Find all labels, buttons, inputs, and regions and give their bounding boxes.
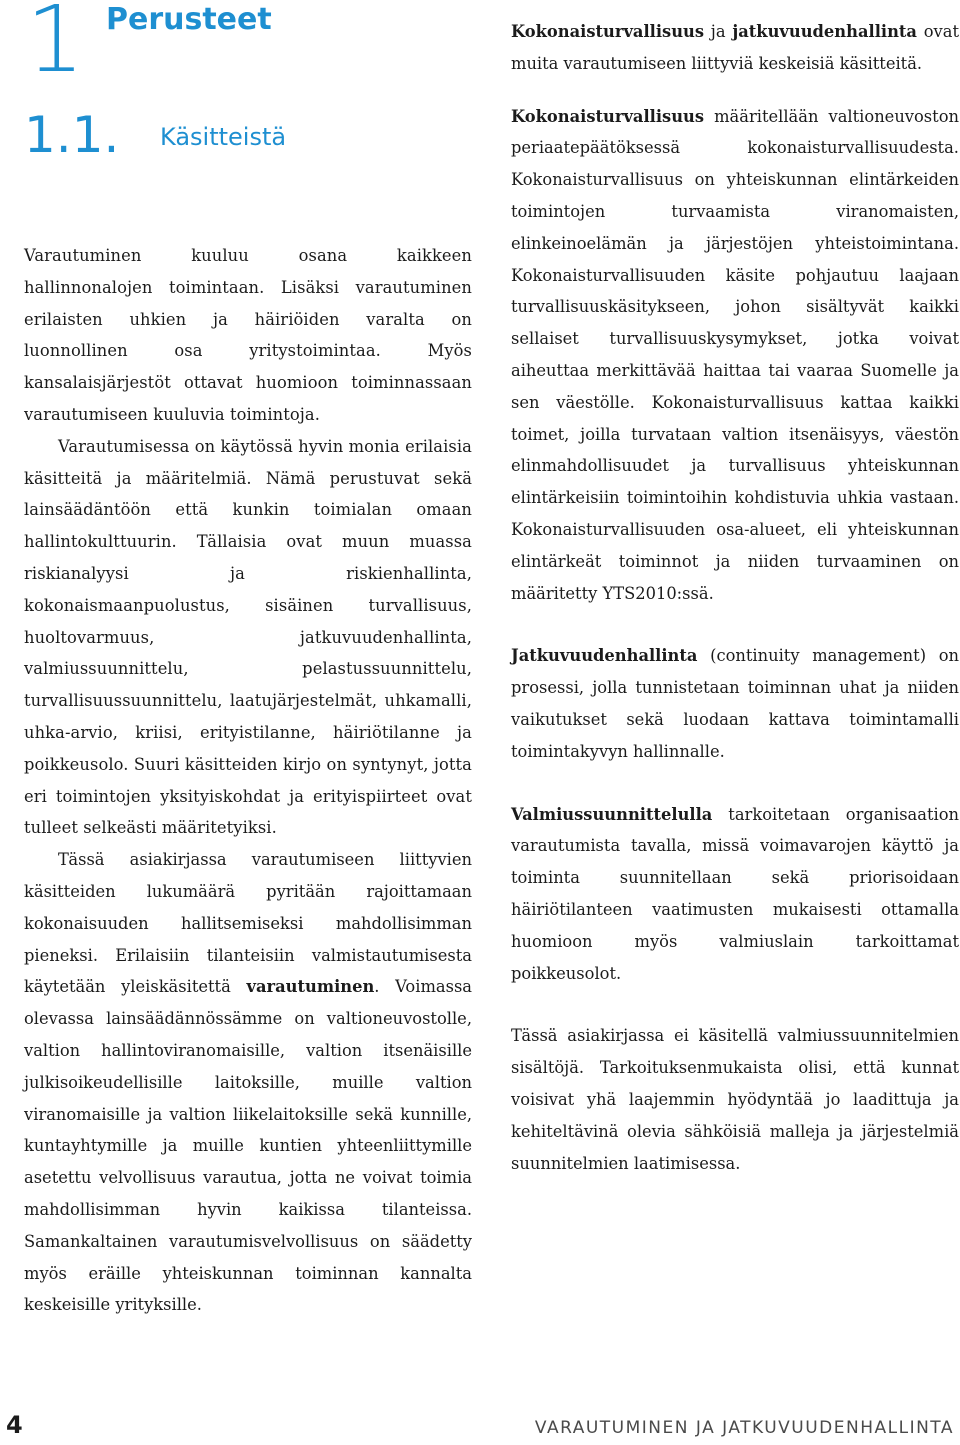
paragraph — [24, 844, 472, 1321]
term-bold: Valmiussuunnittelulla — [511, 804, 713, 824]
running-title: VARAUTUMINEN JA JATKUVUUDENHALLINTA — [534, 1418, 954, 1438]
paragraph-text: ovat muita varautumiseen liittyviä keskeisiä käsitteitä. — [511, 22, 959, 73]
paragraph-text: Tässä asiakirjassa varautumiseen liittyvien käsitteiden lukumäärä pyritään rajoittamaan kokonaisuuden hallitsemiseksi mahdollisimman pieneksi. Erilaisiin tilanteisiin valmistautumisesta käytetään yleiskäsitettä — [24, 850, 472, 997]
chapter-number: 1 — [26, 0, 85, 93]
right-column — [511, 16, 959, 1179]
paragraph — [511, 640, 959, 767]
paragraph-text: ja — [704, 22, 733, 41]
paragraph — [511, 16, 959, 80]
paragraph: Tässä asiakirjassa ei käsitellä valmiussuunnitelmien sisältöjä. Tarkoituksenmukaista olisi, että kunnat voisivat yhä laajemmin hyödyntää jo laadittuja ja kehiteltävinä olevia sähköisiä malleja ja järjestelmiä suunnitelmien laatimisessa. — [511, 1026, 959, 1173]
term-bold: Kokonaisturvallisuus — [511, 106, 705, 126]
term-bold: jatkuvuudenhallinta — [732, 22, 917, 41]
term-bold: Jatkuvuudenhallinta — [511, 646, 698, 666]
paragraph — [511, 799, 959, 990]
page-number: 4 — [6, 1411, 23, 1439]
left-column — [24, 240, 472, 1321]
section-number: 1.1. — [24, 106, 120, 164]
paragraph-text: . Voimassa olevassa lainsäädännössämme on valtioneuvostolle, valtion hallintoviranomaisille, valtion itsenäisille julkisoikeudellisille laitoksille, muille valtion viranomaisille ja valtion liikelaitoksille sekä kunnille, kuntayhtymille ja muille kuntien yhteenliittymille asetettu velvollisuus varautua, jotta ne voivat toimia mahdollisimman hyvin kaikissa tilanteissa. Samankaltainen varautumisvelvollisuus on säädetty myös eräille yhteiskunnan toiminnan kannalta keskeisille yrityksille. — [24, 977, 473, 1315]
paragraph: Varautumisessa on käytössä hyvin monia erilaisia käsitteitä ja määritelmiä. Nämä perustuvat sekä lainsäädäntöön että kunkin toimialan omaan hallintokulttuurin. Tällaisia ovat muun muassa riskianalyysi ja riskienhallinta, kokonaismaanpuolustus, sisäinen turvallisuus, huoltovarmuus, jatkuvuudenhallinta, valmiussuunnittelu, pelastussuunnittelu, turvallisuussuunnittelu, laatujärjestelmät, uhkamalli, uhka-arvio, kriisi, erityistilanne, häiriötilanne ja poikkeusolo. Suuri käsitteiden kirjo on syntynyt, jotta eri toimintojen yksityiskohdat ja erityispiirteet ovat tulleet selkeästi määritetyiksi. — [24, 436, 472, 838]
paragraph-text: (continuity management) on prosessi, jolla tunnistetaan toiminnan uhat ja niiden vaikutukset sekä luodaan kattava toimintamalli toimintakyvyn hallinnalle. — [511, 646, 959, 761]
term-bold: Kokonaisturvallisuus — [511, 22, 705, 41]
paragraph: Varautuminen kuuluu osana kaikkeen hallinnonalojen toimintaan. Lisäksi varautuminen erilaisten uhkien ja häiriöiden varalta on luonnollinen osa yritystoimintaa. Myös kansalaisjärjestöt ottavat huomioon toiminnassaan varautumiseen kuuluvia toimintoja. — [24, 246, 472, 424]
term-bold: varautuminen — [246, 977, 375, 997]
section-title: Käsitteistä — [160, 123, 287, 151]
paragraph-text: tarkoitetaan organisaation varautumista tavalla, missä voimavarojen käyttö ja toiminta suunnitellaan sekä priorisoidaan häiriötilanteen vaatimusten mukaisesti ottamalla huomioon myös valmiuslain tarkoittamat poikkeusolot. — [511, 804, 959, 983]
paragraph — [511, 101, 959, 610]
paragraph-text: määritellään valtioneuvoston periaatepäätöksessä kokonaisturvallisuudesta. Kokonaisturvallisuus on yhteiskunnan elintärkeiden toimintojen turvaamista viranomaisten, elinkeinoelämän ja järjestöjen yhteistoimintana. Kokonaisturvallisuuden käsite pohjautuu laajaan turvallisuuskäsitykseen, johon sisältyvät kaikki sellaiset turvallisuuskysymykset, jotka voivat aiheuttaa merkittävää haittaa tai vaaraa Suomelle ja sen väestölle. Kokonaisturvallisuus kattaa kaikki toimet, joilla turvataan valtion itsenäisyys, väestön elinmahdollisuudet ja turvallisuus yhteiskunnan elintärkeisiin toimintoihin kohdistuvia uhkia vastaan. Kokonaisturvallisuuden osa-alueet, eli yhteiskunnan elintärkeät toiminnot ja niiden turvaaminen on määritetty YTS2010:ssä. — [511, 106, 959, 603]
chapter-title: Perusteet — [106, 2, 272, 37]
